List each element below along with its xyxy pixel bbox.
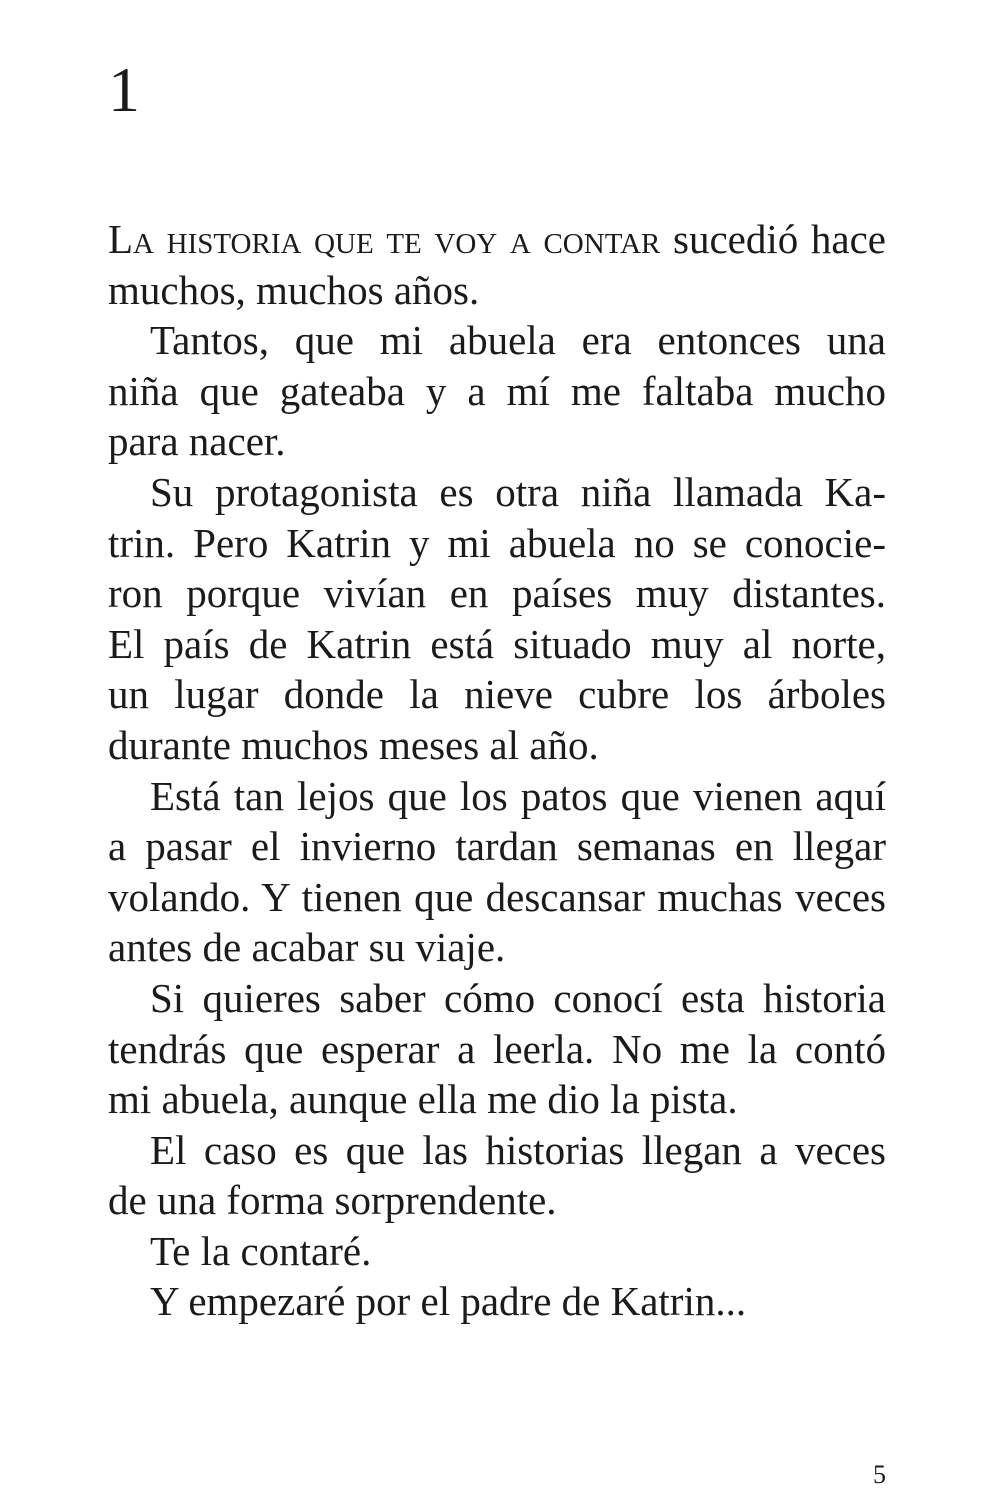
paragraph (108, 214, 886, 315)
chapter-body (108, 214, 886, 1327)
paragraph (108, 315, 886, 467)
text-line: El caso es que las historias llegan a veces (150, 1126, 886, 1173)
text-line: trin. Pero Katrin y mi abuela no se conocie- (108, 519, 886, 566)
paragraph (108, 973, 886, 1125)
text-line: Y empezaré por el padre de Katrin... (150, 1278, 747, 1325)
text-line: ron porque vivían en países muy distantes. (108, 570, 886, 617)
chapter-number: 1 (108, 54, 140, 125)
text-line: Te la contaré. (150, 1227, 372, 1274)
paragraph (108, 1125, 886, 1226)
text-line: a pasar el invierno tardan semanas en llegar (108, 823, 886, 870)
page-number: 5 (873, 1460, 886, 1489)
paragraph (108, 1276, 886, 1327)
text-line: un lugar donde la nieve cubre los árboles (108, 671, 886, 718)
text-line: para nacer. (108, 418, 286, 465)
text-line: niña que gateaba y a mí me faltaba mucho (108, 367, 886, 414)
text-line: mi abuela, aunque ella me dio la pista. (108, 1076, 738, 1123)
text-line: Tantos, que mi abuela era entonces una (150, 317, 886, 364)
line-text: sucedió hace (660, 216, 886, 262)
text-line: Su protagonista es otra niña llamada Ka- (150, 468, 886, 515)
paragraph (108, 1226, 886, 1277)
text-line (108, 214, 886, 265)
paragraph (108, 467, 886, 771)
text-line: muchos, muchos años. (108, 266, 480, 313)
text-line: Si quieres saber cómo conocí esta historia (150, 974, 886, 1021)
text-line: volando. Y tienen que descansar muchas veces (108, 873, 886, 920)
text-line: Está tan lejos que los patos que vienen aquí (150, 772, 886, 819)
opening-smallcaps: La historia que te voy a contar (108, 216, 661, 262)
text-line: tendrás que esperar a leerla. No me la contó (108, 1025, 886, 1072)
text-line: de una forma sorprendente. (108, 1177, 557, 1224)
text-line: El país de Katrin está situado muy al norte, (108, 620, 886, 667)
paragraph (108, 771, 886, 973)
text-line: antes de acabar su viaje. (108, 924, 506, 971)
text-line: durante muchos meses al año. (108, 721, 599, 768)
